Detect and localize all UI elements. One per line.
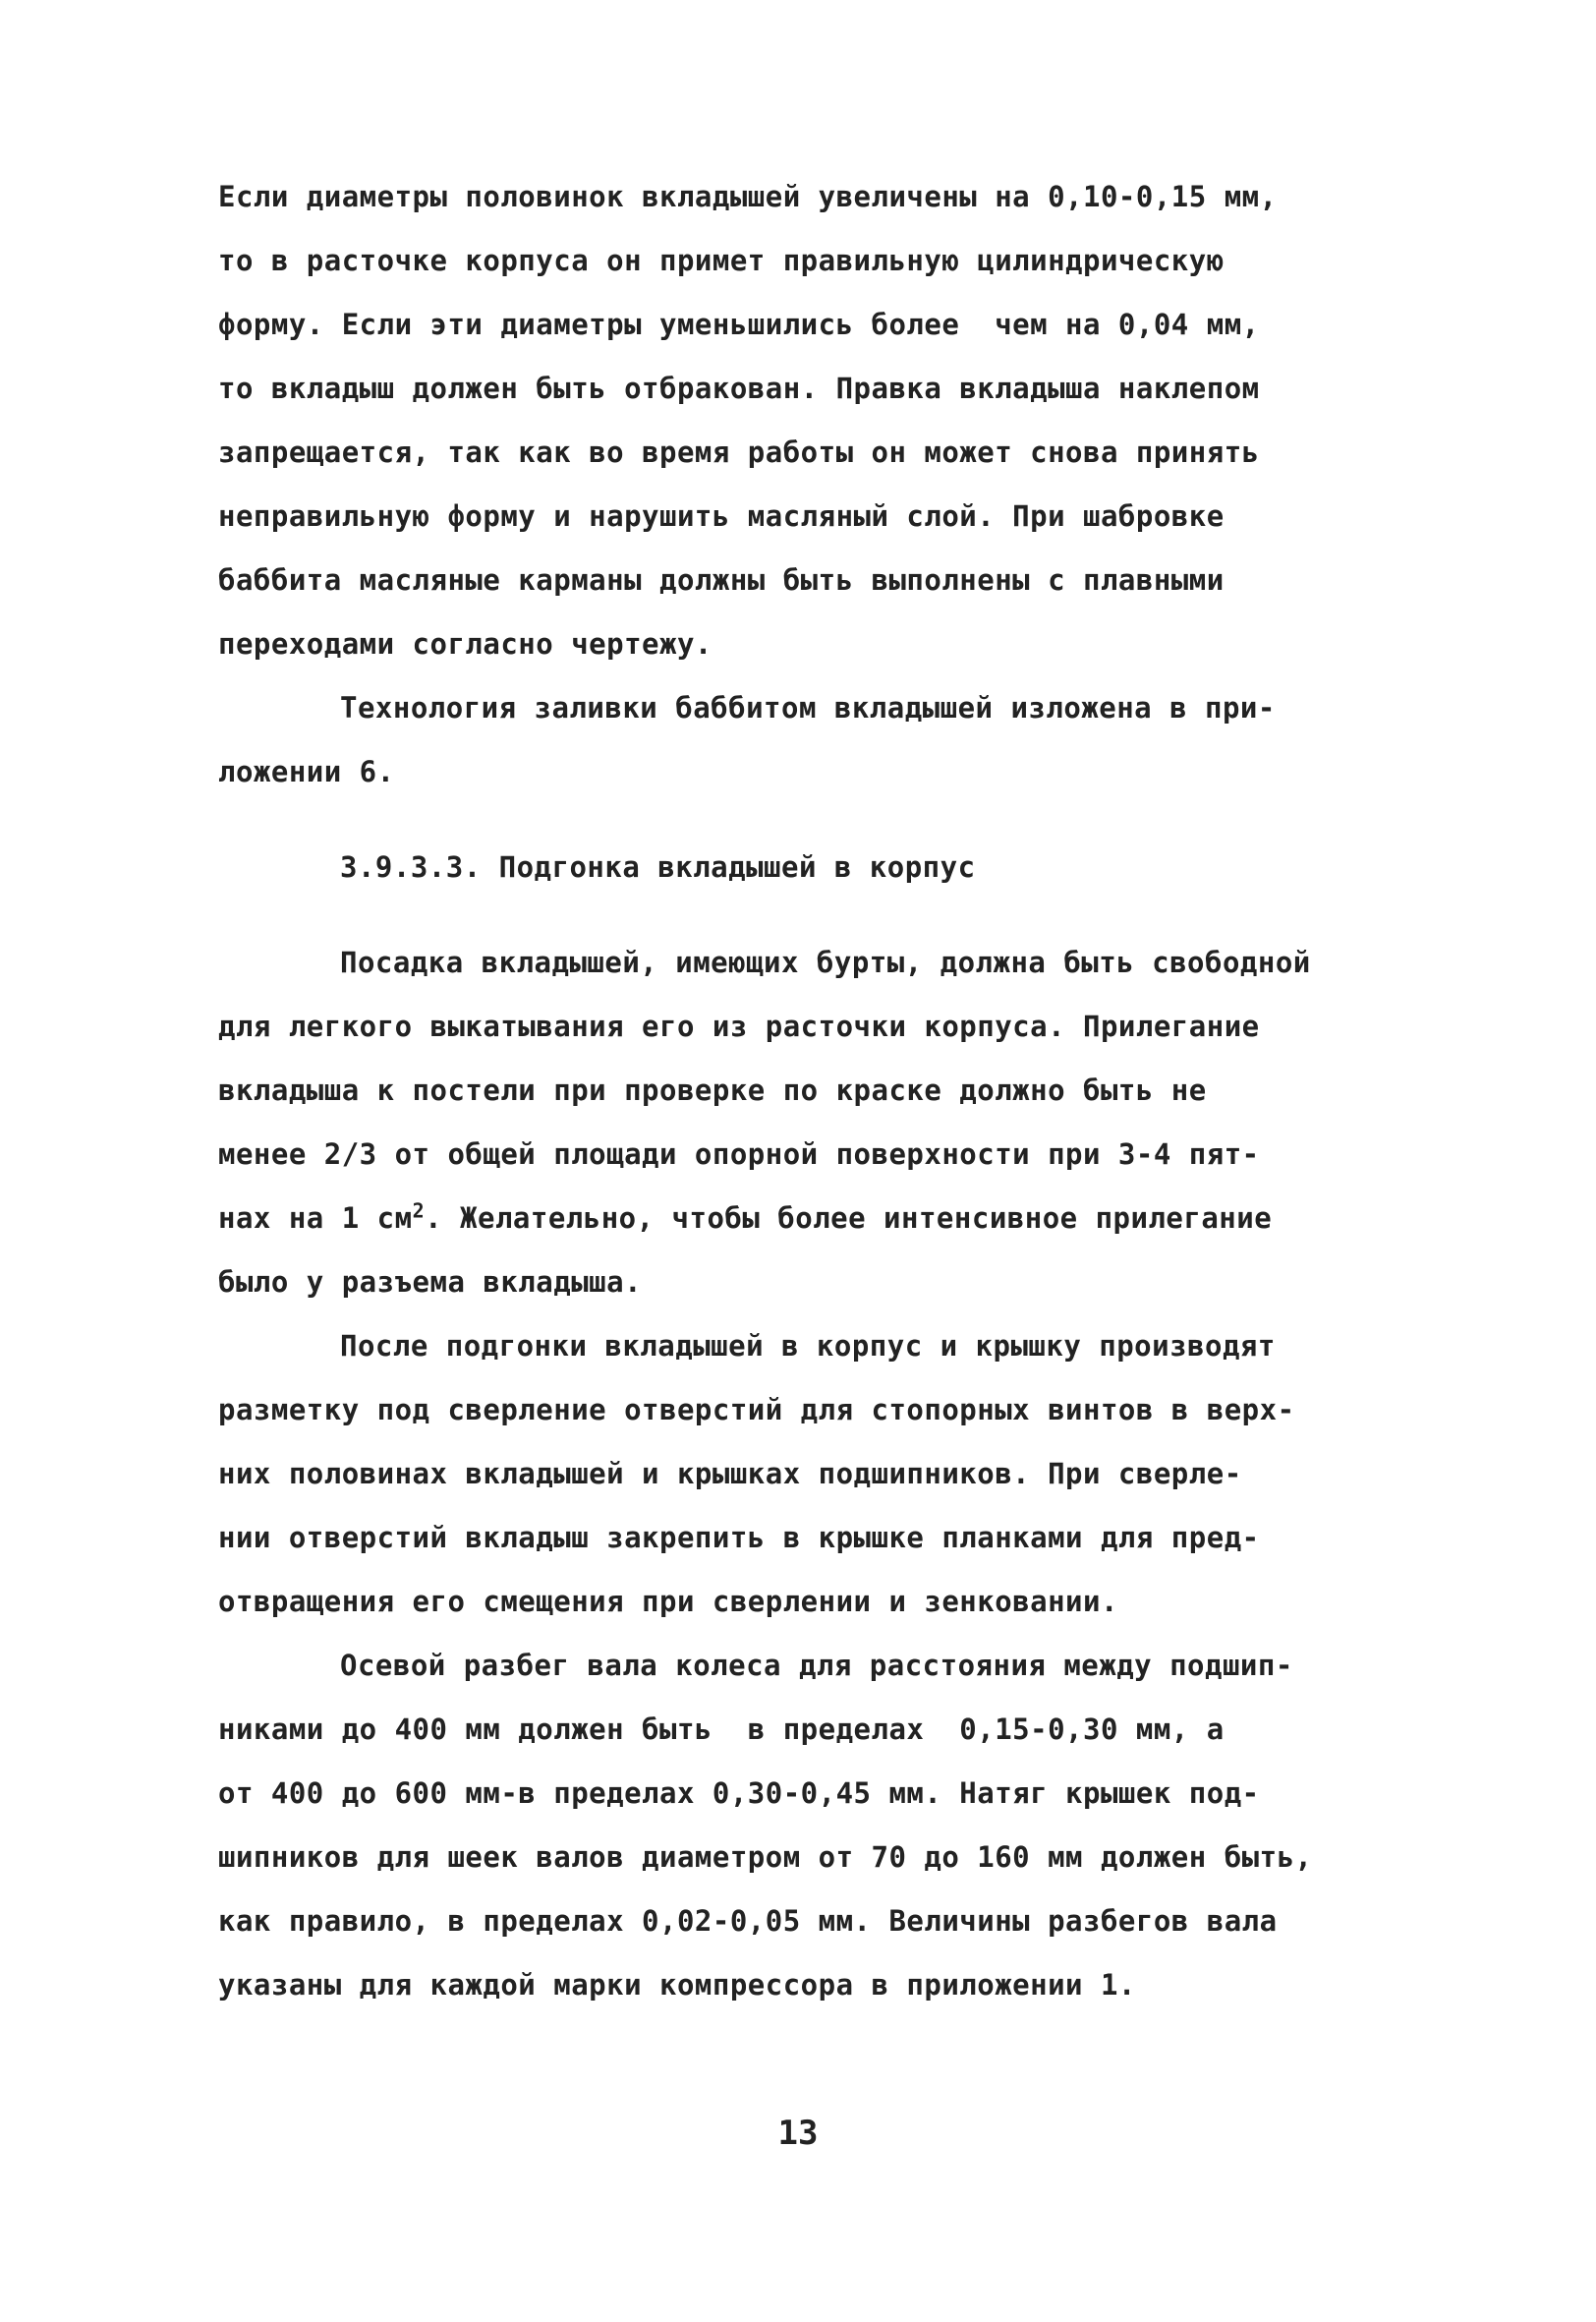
paragraph-babbitt-technology <box>218 676 1397 804</box>
paragraph-drilling <box>218 1314 1397 1634</box>
text-line: вкладыша к постели при проверке по краске должно быть не <box>218 1074 1207 1107</box>
text-line: было у разъема вкладыша. <box>218 1265 643 1299</box>
text-segment: нах на 1 см <box>218 1201 413 1235</box>
section-heading: 3.9.3.3. Подгонка вкладышей в корпус <box>340 850 976 884</box>
text-line: баббита масляные карманы должны быть выполнены с плавными <box>218 563 1225 597</box>
paragraph-bearing-diameters <box>218 165 1397 676</box>
text-line: как правило, в пределах 0,02-0,05 мм. Величины разбегов вала <box>218 1904 1278 1938</box>
paragraph-axial-play <box>218 1634 1397 2017</box>
text-line: нии отверстий вкладыш закрепить в крышке планками для пред- <box>218 1521 1260 1554</box>
text-line: Технология заливки баббитом вкладышей изложена в при- <box>340 691 1276 725</box>
text-line: отвращения его смещения при сверлении и зенковании. <box>218 1585 1118 1618</box>
superscript: 2 <box>412 1198 426 1223</box>
text-line: никами до 400 мм должен быть в пределах 0,15-0,30 мм, а <box>218 1712 1225 1746</box>
text-line: Если диаметры половинок вкладышей увеличены на 0,10-0,15 мм, <box>218 180 1278 213</box>
paragraph-bearing-fit <box>218 931 1397 1314</box>
text-line: запрещается, так как во время работы он может снова принять <box>218 435 1260 469</box>
text-line: неправильную форму и нарушить масляный слой. При шабровке <box>218 499 1225 533</box>
text-line: от 400 до 600 мм-в пределах 0,30-0,45 мм. Натяг крышек под- <box>218 1776 1260 1810</box>
text-line: них половинах вкладышей и крышках подшипников. При сверле- <box>218 1457 1242 1490</box>
text-line: После подгонки вкладышей в корпус и крышку производят <box>340 1329 1276 1363</box>
text-line: то вкладыш должен быть отбракован. Правка вкладыша наклепом <box>218 372 1260 405</box>
text-line: форму. Если эти диаметры уменьшились более чем на 0,04 мм, <box>218 308 1260 341</box>
text-line-with-superscript <box>218 1187 1397 1250</box>
text-line: переходами согласно чертежу. <box>218 627 712 661</box>
text-line: шипников для шеек валов диаметром от 70 до 160 мм должен быть, <box>218 1840 1313 1874</box>
text-line: ложении 6. <box>218 755 395 788</box>
text-line: Осевой разбег вала колеса для расстояния между подшип- <box>340 1649 1293 1682</box>
text-line: разметку под сверление отверстий для стопорных винтов в верх- <box>218 1393 1295 1426</box>
page-number: 13 <box>777 2114 819 2153</box>
text-segment: . Желательно, чтобы более интенсивное прилегание <box>425 1201 1273 1235</box>
text-line: то в расточке корпуса он примет правильную цилиндрическую <box>218 244 1225 277</box>
text-line: для легкого выкатывания его из расточки корпуса. Прилегание <box>218 1010 1260 1043</box>
document-body <box>218 165 1397 2017</box>
text-line: указаны для каждой марки компрессора в приложении 1. <box>218 1968 1136 2002</box>
text-line: Посадка вкладышей, имеющих бурты, должна быть свободной <box>340 946 1311 979</box>
text-line: менее 2/3 от общей площади опорной поверхности при 3-4 пят- <box>218 1137 1260 1171</box>
